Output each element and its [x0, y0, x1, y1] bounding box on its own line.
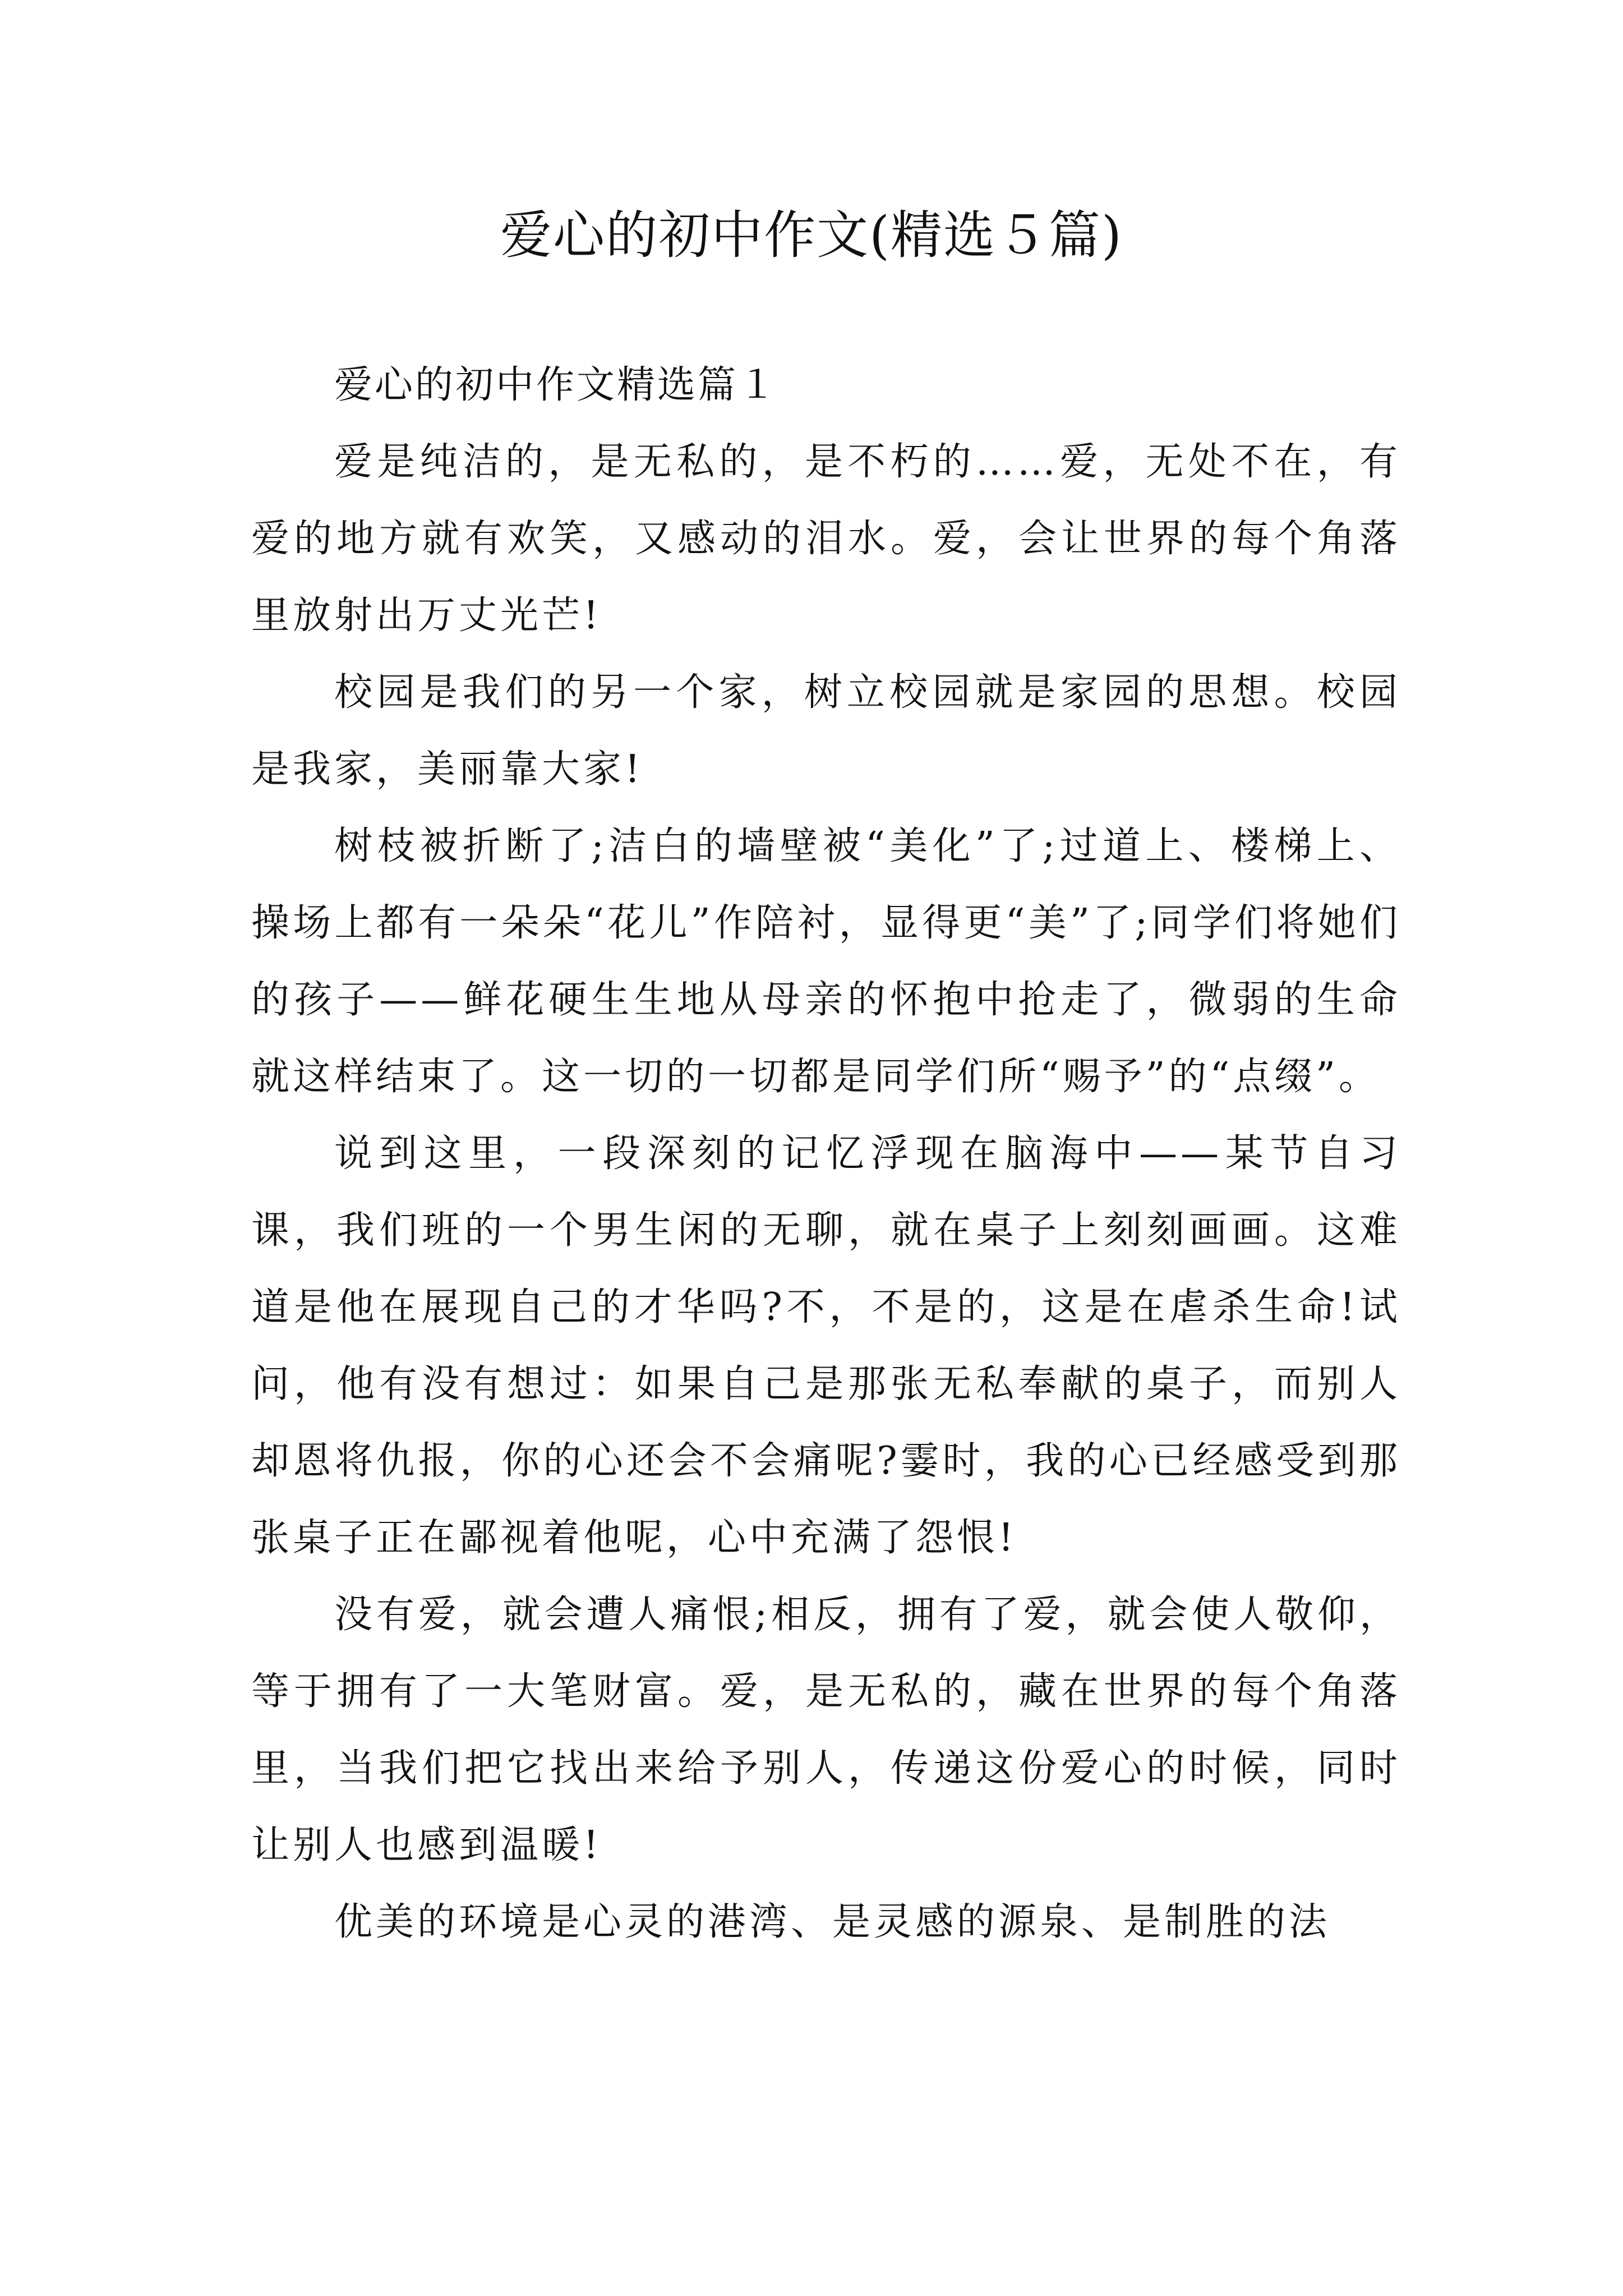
paragraph: 说到这里，一段深刻的记忆浮现在脑海中——某节自习课，我们班的一个男生闲的无聊，就在桌子上刻刻画画。这难道是他在展现自己的才华吗?不，不是的，这是在虐杀生命!试问，他有没有想过：如果自己是那张无私奉献的桌子，而别人却恩将仇报，你的心还会不会痛呢?霎时，我的心已经感受到那张桌子正在鄙视着他呢，心中充满了怨恨!	[251, 1131, 1401, 1560]
document-title: 爱心的初中作文(精选５篇)	[500, 205, 1123, 265]
paragraph: 优美的环境是心灵的港湾、是灵感的源泉、是制胜的法	[334, 1900, 1331, 1944]
paragraph: 爱是纯洁的，是无私的，是不朽的……爱，无处不在，有爱的地方就有欢笑，又感动的泪水。爱，会让世界的每个角落里放射出万丈光芒!	[251, 440, 1401, 638]
section-heading: 爱心的初中作文精选篇１	[334, 363, 779, 407]
paragraph: 没有爱，就会遭人痛恨;相反，拥有了爱，就会使人敬仰，等于拥有了一大笔财富。爱，是无私的，藏在世界的每个角落里，当我们把它找出来给予别人，传递这份爱心的时候，同时让别人也感到温暖!	[251, 1593, 1401, 1867]
paragraph: 校园是我们的另一个家，树立校园就是家园的思想。校园是我家，美丽靠大家!	[251, 670, 1401, 792]
document-body	[251, 347, 1401, 1961]
paragraph: 树枝被折断了;洁白的墙壁被“美化”了;过道上、楼梯上、操场上都有一朵朵“花儿”作陪衬，显得更“美”了;同学们将她们的孩子——鲜花硬生生地从母亲的怀抱中抢走了，微弱的生命就这样结束了。这一切的一切都是同学们所“赐予”的“点缀”。	[251, 824, 1401, 1099]
